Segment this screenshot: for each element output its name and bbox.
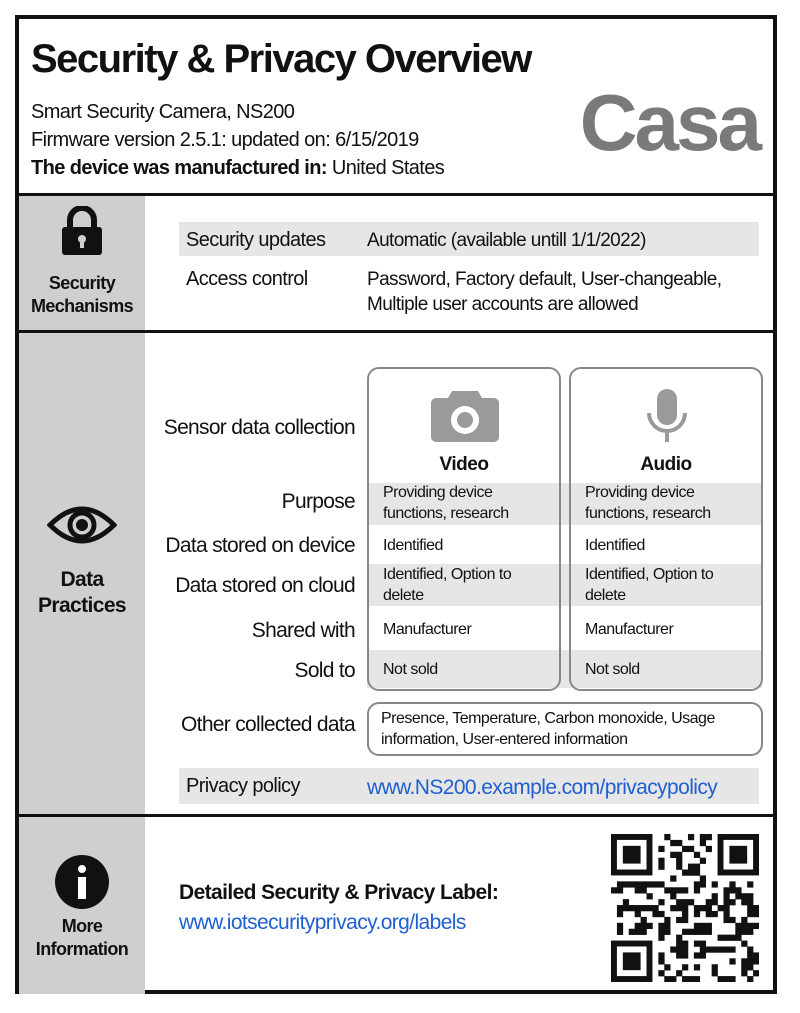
- device-storage-label: Data stored on device: [165, 534, 355, 557]
- side-line: Security: [48, 273, 116, 293]
- eye-icon: [47, 503, 117, 547]
- page-title: Security & Privacy Overview: [31, 37, 531, 81]
- sold-to-label: Sold to: [294, 659, 355, 682]
- data-practices-side-label: [19, 567, 145, 620]
- device-name: Smart Security Camera, NS200: [31, 101, 295, 123]
- video-sold-to: Not sold: [383, 661, 438, 678]
- firmware-info: Firmware version 2.5.1: updated on: 6/15/2019: [31, 129, 419, 151]
- security-updates-label: Security updates: [186, 229, 326, 251]
- access-control-label: Access control: [186, 268, 308, 290]
- audio-sold-to: Not sold: [585, 661, 640, 678]
- shared-with-label: Shared with: [251, 619, 355, 642]
- side-line: Data: [60, 568, 104, 591]
- access-control-value: Password, Factory default, User-changeable, Multiple user accounts are allowed: [367, 269, 722, 315]
- lock-icon: [59, 206, 105, 256]
- privacy-label-frame: [15, 15, 777, 994]
- side-line: More: [61, 916, 103, 936]
- manufactured-country: United States: [331, 157, 445, 179]
- data-practices-sidebar: [19, 333, 145, 814]
- video-cloud-storage: Identified, Option to delete: [383, 566, 512, 604]
- sensor-label: Sensor data collection: [163, 416, 355, 439]
- manufactured-prefix: The device was manufactured in:: [31, 157, 327, 179]
- security-side-label: [19, 272, 145, 317]
- video-column-title: Video: [439, 454, 489, 475]
- audio-cloud-storage: Identified, Option to delete: [585, 566, 714, 604]
- data-labels-column: [145, 19, 355, 759]
- side-line: Information: [35, 938, 129, 959]
- more-info-sidebar: [19, 817, 145, 994]
- qr-code-icon[interactable]: [611, 834, 759, 982]
- label-header: [19, 19, 773, 195]
- more-info-side-label: [19, 915, 145, 960]
- video-purpose: Providing device functions, research: [383, 484, 509, 522]
- other-data-value: Presence, Temperature, Carbon monoxide, Usage information, User-entered information: [381, 710, 715, 748]
- video-device-storage: Identified: [383, 537, 443, 554]
- brand-logo: Casa: [579, 78, 759, 167]
- privacy-policy-label: Privacy policy: [186, 775, 300, 797]
- detailed-label-heading: Detailed Security & Privacy Label:: [179, 881, 499, 904]
- info-icon: [55, 855, 109, 909]
- cloud-storage-label: Data stored on cloud: [175, 574, 355, 597]
- purpose-label: Purpose: [281, 490, 355, 513]
- audio-purpose: Providing device functions, research: [585, 484, 711, 522]
- camera-icon: [430, 385, 500, 443]
- security-updates-value: Automatic (available untill 1/1/2022): [367, 230, 646, 251]
- audio-device-storage: Identified: [585, 537, 645, 554]
- other-data-label: Other collected data: [181, 713, 355, 736]
- side-line: Practices: [37, 594, 126, 618]
- audio-column-title: Audio: [640, 454, 692, 475]
- audio-shared-with: Manufacturer: [585, 621, 674, 638]
- side-line: Mechanisms: [30, 295, 134, 316]
- privacy-policy-link[interactable]: www.NS200.example.com/privacypolicy: [367, 776, 718, 799]
- security-sidebar: [19, 196, 145, 330]
- microphone-icon: [644, 387, 690, 449]
- detailed-label-link[interactable]: www.iotsecurityprivacy.org/labels: [179, 911, 466, 934]
- video-shared-with: Manufacturer: [383, 621, 472, 638]
